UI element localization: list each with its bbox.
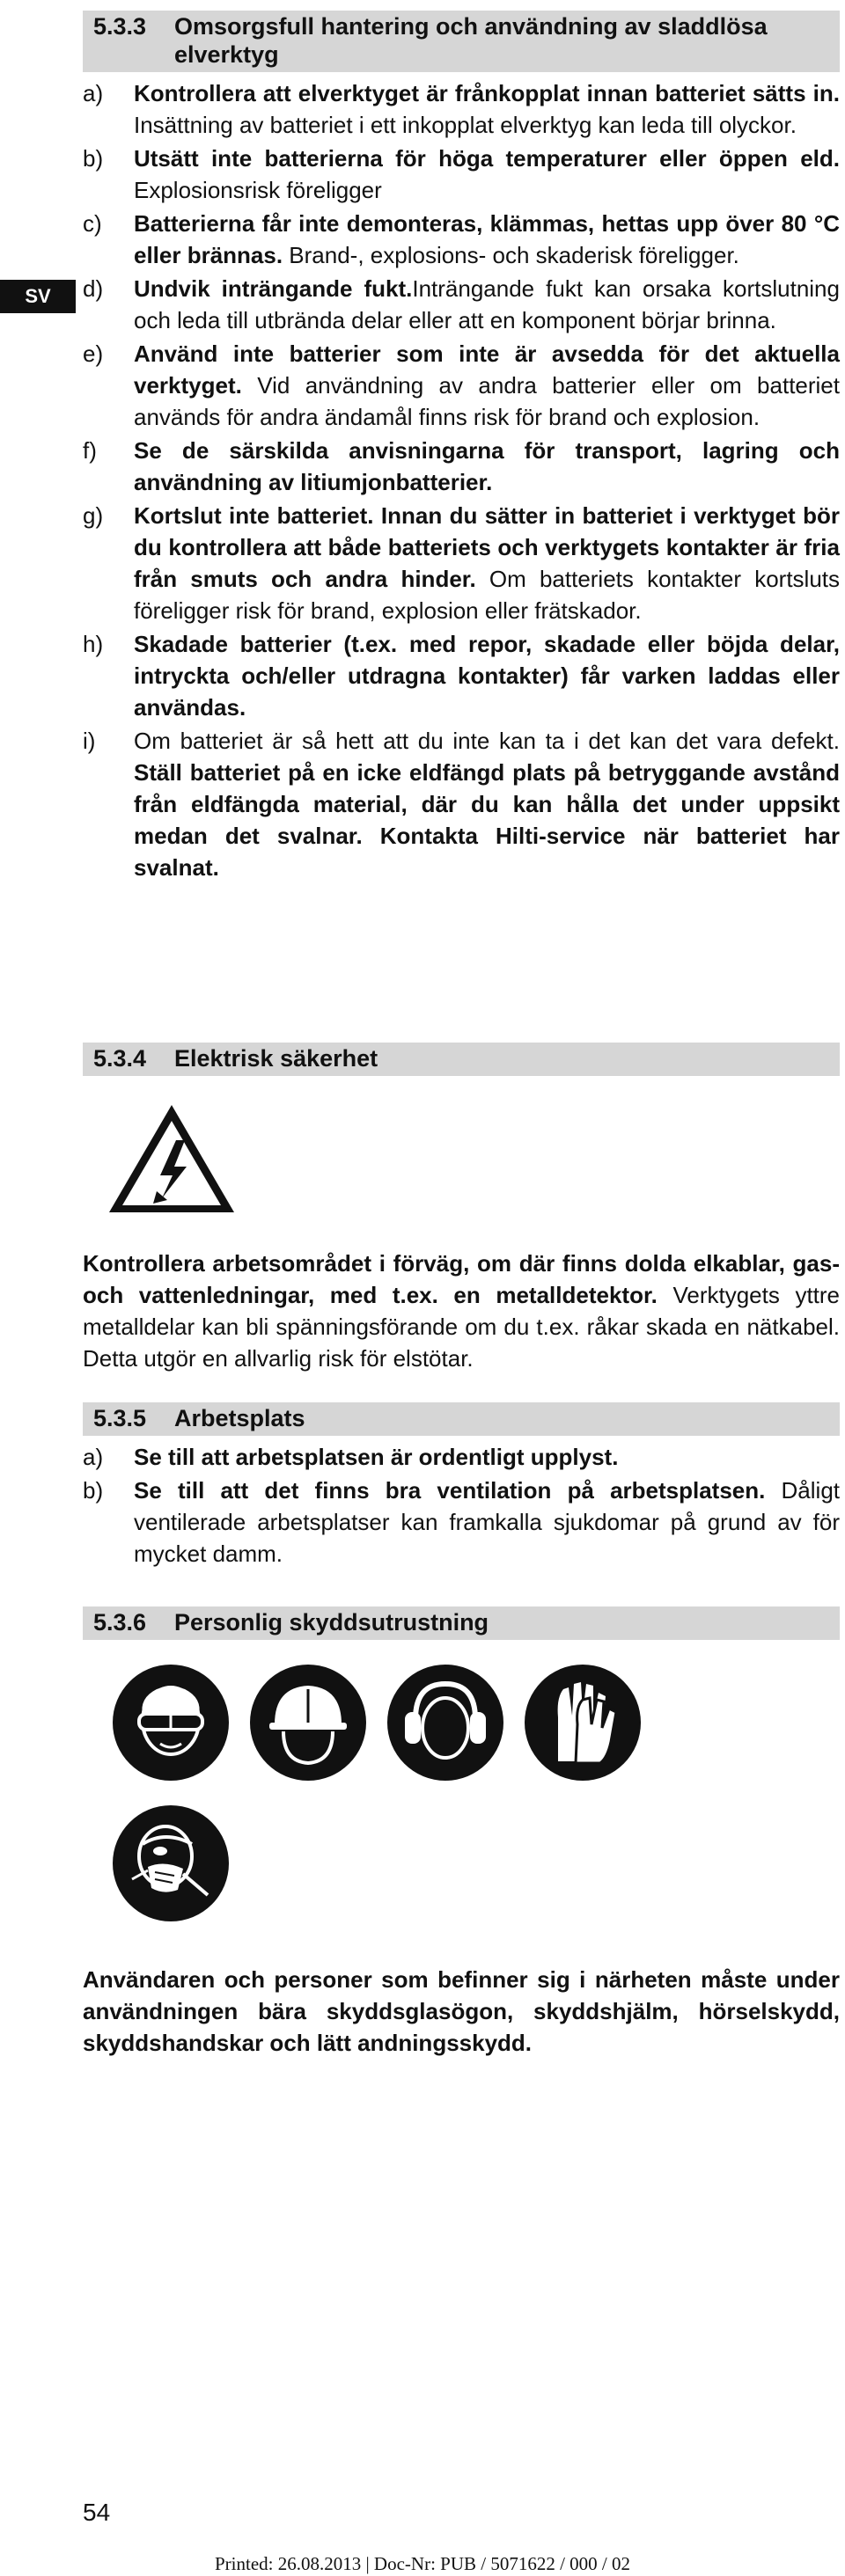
language-tab: SV [0, 280, 76, 313]
item-marker: a) [83, 80, 104, 106]
item-text: Om batteriets kontakter kortsluts föreligger risk för brand, explosion eller frätskador. [134, 566, 841, 624]
section-5-3-4 [83, 1043, 840, 1076]
item-text: Insättning av batteriet i ett inkopplat elverktyg kan leda till olyckor. [134, 112, 797, 138]
item-marker: f) [83, 437, 97, 464]
item-text: Brand-, explosions- och skaderisk föreligger. [283, 242, 739, 268]
paragraph-bold-text: Kontrollera arbetsområdet i förväg, om där finns dolda elkablar, gas- och vattenledningar, med t.ex. en metalldetektor. [83, 1250, 840, 1308]
item-text: Dåligt ventilerade arbetsplatser kan framkalla sjukdomar på grund av för mycket damm. [134, 1477, 841, 1567]
item-marker: e) [83, 340, 104, 367]
list-item [83, 77, 840, 141]
list-item [83, 338, 840, 433]
section-5-3-5 [83, 1402, 840, 1571]
section-5-3-6 [83, 1606, 840, 1640]
section-title: Omsorgsfull hantering och användning av sladdlösa elverktyg [174, 13, 768, 68]
item-text: Inträngande fukt kan orsaka kortslutning och leda till utbrända delar eller att en komponent börjar brinna. [134, 275, 840, 333]
section-title: Personlig skyddsutrustning [174, 1609, 489, 1636]
list-item [83, 725, 840, 883]
item-bold-text: Ställ batteriet på en icke eldfängd plats på betryggande avstånd från eldfängda material, där du kan hålla det under uppsikt medan det svalnar. Kontakta Hilti-service när batteriet har svalnat. [134, 759, 840, 881]
item-bold-text: Undvik inträngande fukt. [134, 275, 413, 302]
ear-protection-icon [386, 1663, 505, 1782]
item-marker: g) [83, 502, 104, 529]
section-number: 5.3.5 [93, 1405, 147, 1431]
item-marker: h) [83, 631, 104, 657]
page-number: 54 [83, 2499, 111, 2526]
list-item [83, 1475, 840, 1570]
safety-glasses-icon [111, 1663, 231, 1782]
item-bold-text: Batterierna får inte demonteras, klämmas, hettas upp över 80 °C eller brännas. [134, 210, 840, 268]
item-bold-text: Se till att det finns bra ventilation på arbetsplatsen. [134, 1477, 766, 1504]
item-text: Vid användning av andra batterier eller om batteriet används för andra ändamål finns risk för brand och explosion. [134, 372, 840, 430]
list-item [83, 435, 840, 498]
item-bold-text: Kortslut inte batteriet. [134, 502, 374, 529]
list-item [83, 273, 840, 336]
section-header-5-3-6 [83, 1606, 840, 1640]
item-list [83, 1441, 840, 1570]
item-text: Explosionsrisk föreligger [134, 177, 382, 203]
item-marker: i) [83, 728, 96, 754]
section-number: 5.3.3 [93, 13, 147, 40]
item-marker: a) [83, 1444, 104, 1470]
list-item [83, 628, 840, 723]
section-5-3-3 [83, 11, 840, 885]
list-item [83, 1441, 840, 1473]
paragraph-text: Verktygets yttre metalldelar kan bli spänningsförande om du t.ex. råkar skada en nätkabel. Detta utgör en allvarlig risk för elstötar. [83, 1282, 841, 1372]
item-marker: b) [83, 145, 104, 172]
respirator-icon [111, 1804, 231, 1923]
electric-hazard-warning-icon [106, 1100, 238, 1216]
item-list [83, 77, 840, 883]
safety-gloves-icon [523, 1663, 643, 1782]
item-marker: c) [83, 210, 102, 237]
section-title: Arbetsplats [174, 1405, 305, 1431]
item-bold-text: Skadade batterier (t.ex. med repor, skadade eller böjda delar, intryckta och/eller utdragna kontakter) får varken laddas eller användas. [134, 631, 840, 721]
item-bold-text: Innan du sätter in batteriet i verktyget bör du kontrollera att både batteriets och verktygets kontakter är fria från smuts och andra hinder. [134, 502, 840, 592]
item-bold-text: Använd inte batterier som inte är avsedda för det aktuella verktyget. [134, 340, 840, 399]
item-marker: b) [83, 1477, 104, 1504]
list-item [83, 143, 840, 206]
list-item [83, 500, 840, 626]
item-text: Om batteriet är så hett att du inte kan ta i det kan det vara defekt. [134, 728, 840, 754]
section-header-5-3-5 [83, 1402, 840, 1436]
item-bold-text: Se de särskilda anvisningarna för transport, lagring och användning av litiumjonbatterier. [134, 437, 840, 495]
item-bold-text: Utsätt inte batterierna för höga temperaturer eller öppen eld. [134, 145, 840, 172]
paragraph-bold-text: Användaren och personer som befinner sig i närheten måste under användningen bära skyddsglasögon, skyddshjälm, hörselskydd, skyddshandskar och lätt andningsskydd. [83, 1966, 840, 2056]
print-info: Printed: 26.08.2013 | Doc-Nr: PUB / 5071622 / 000 / 02 [214, 2553, 631, 2574]
item-bold-text: Kontrollera att elverktyget är frånkopplat innan batteriet sätts in. [134, 80, 840, 106]
electrical-safety-paragraph [83, 1248, 840, 1374]
section-title: Elektrisk säkerhet [174, 1045, 378, 1072]
list-item [83, 208, 840, 271]
section-header-5-3-4 [83, 1043, 840, 1076]
section-header-5-3-3 [83, 11, 840, 72]
item-marker: d) [83, 275, 104, 302]
section-number: 5.3.4 [93, 1045, 147, 1072]
section-number: 5.3.6 [93, 1609, 147, 1636]
item-bold-text: Se till att arbetsplatsen är ordentligt upplyst. [134, 1444, 619, 1470]
safety-helmet-icon [248, 1663, 368, 1782]
ppe-paragraph [83, 1964, 840, 2059]
